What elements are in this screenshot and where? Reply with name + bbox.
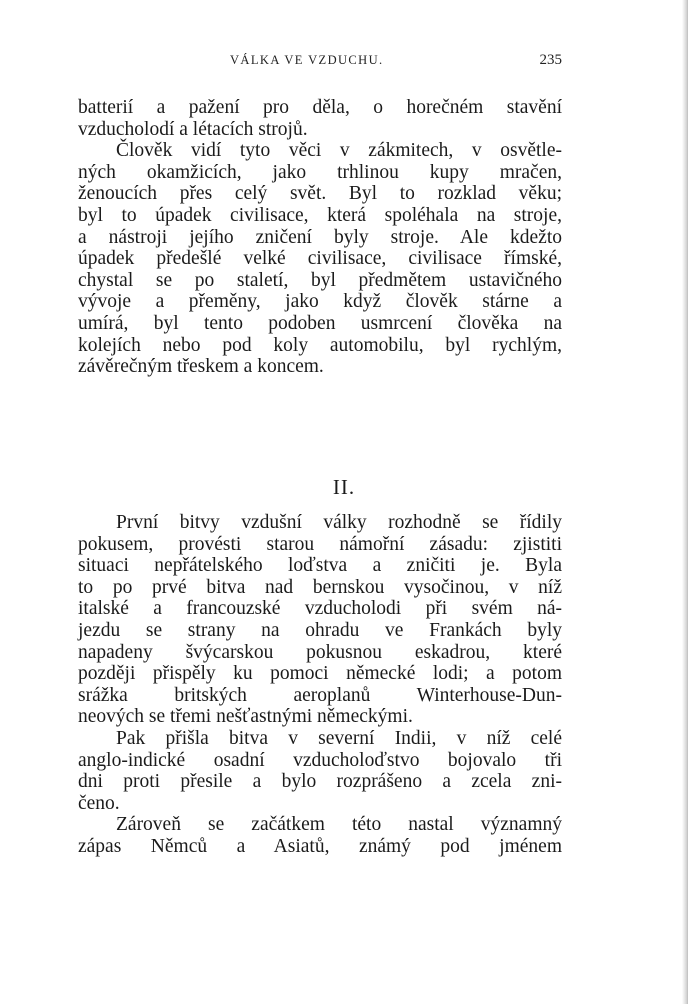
text-line: a nástroji jejího zničení byly stroje. Ale kdežto [78, 226, 562, 248]
text-line: později přispěly ku pomoci německé lodi; a potom [78, 663, 562, 685]
text-block-1 [78, 97, 562, 378]
text-line: První bitvy vzdušní války rozhodně se řídily [116, 512, 562, 533]
text-line: Člověk vidí tyto věci v zákmitech, v osvětle- [116, 140, 562, 162]
text-line: závěrečným třeskem a koncem. [78, 356, 324, 378]
text-line: to po prvé bitva nad bernskou vysočinou, v níž [78, 576, 562, 598]
text-line: byl to úpadek civilisace, která spoléhala na stroje, [78, 204, 562, 226]
page-edge-shadow [682, 0, 688, 1004]
text-line: jezdu se strany na ohradu ve Frankách byly [78, 619, 562, 641]
text-line: vývoje a přeměny, jako když člověk stárne a [78, 291, 562, 313]
text-line: čeno. [78, 792, 120, 814]
text-block-2 [78, 512, 562, 858]
text-line: chystal se po staletí, byl předmětem ustavičného [78, 269, 562, 291]
text-line: batterií a pažení pro děla, o horečném stavění [78, 97, 562, 118]
text-line: dni proti přesile a bylo rozprášeno a zcela zni- [78, 771, 562, 793]
running-title: VÁLKA VE VZDUCHU. [230, 53, 384, 67]
text-line: ných okamžicích, jako trhlinou kupy mračen, [78, 161, 562, 183]
text-line: Pak přišla bitva v severní Indii, v níž celé [116, 727, 562, 749]
text-line: pokusem, provésti starou námořní zásadu: zjistiti [78, 533, 562, 555]
text-line: anglo-indické osadní vzducholoďstvo bojovalo tři [78, 749, 562, 771]
text-line: vzducholodí a létacích strojů. [78, 118, 308, 140]
running-head [78, 53, 562, 73]
section-heading: II. [332, 475, 356, 499]
text-line: kolejích nebo pod koly automobilu, byl rychlým, [78, 334, 562, 356]
text-line: italské a francouzské vzducholodi při svém ná- [78, 598, 562, 620]
text-line: napadeny švýcarskou pokusnou eskadrou, které [78, 641, 562, 663]
text-line: srážka britských aeroplanů Winterhouse-Dun- [78, 684, 562, 706]
page-number: 235 [539, 52, 562, 68]
text-line: neových se třemi nešťastnými německými. [78, 706, 413, 728]
text-line: zápas Němců a Asiatů, známý pod jménem [78, 835, 562, 857]
text-line: umírá, byl tento podoben usmrcení člověka na [78, 312, 562, 334]
text-line: Zároveň se začátkem této nastal významný [116, 814, 562, 836]
text-line: ženoucích přes celý svět. Byl to rozklad věku; [78, 183, 562, 205]
text-line: úpadek předešlé velké civilisace, civilisace římské, [78, 248, 562, 270]
text-line: situaci nepřátelského loďstva a zničiti je. Byla [78, 555, 562, 577]
